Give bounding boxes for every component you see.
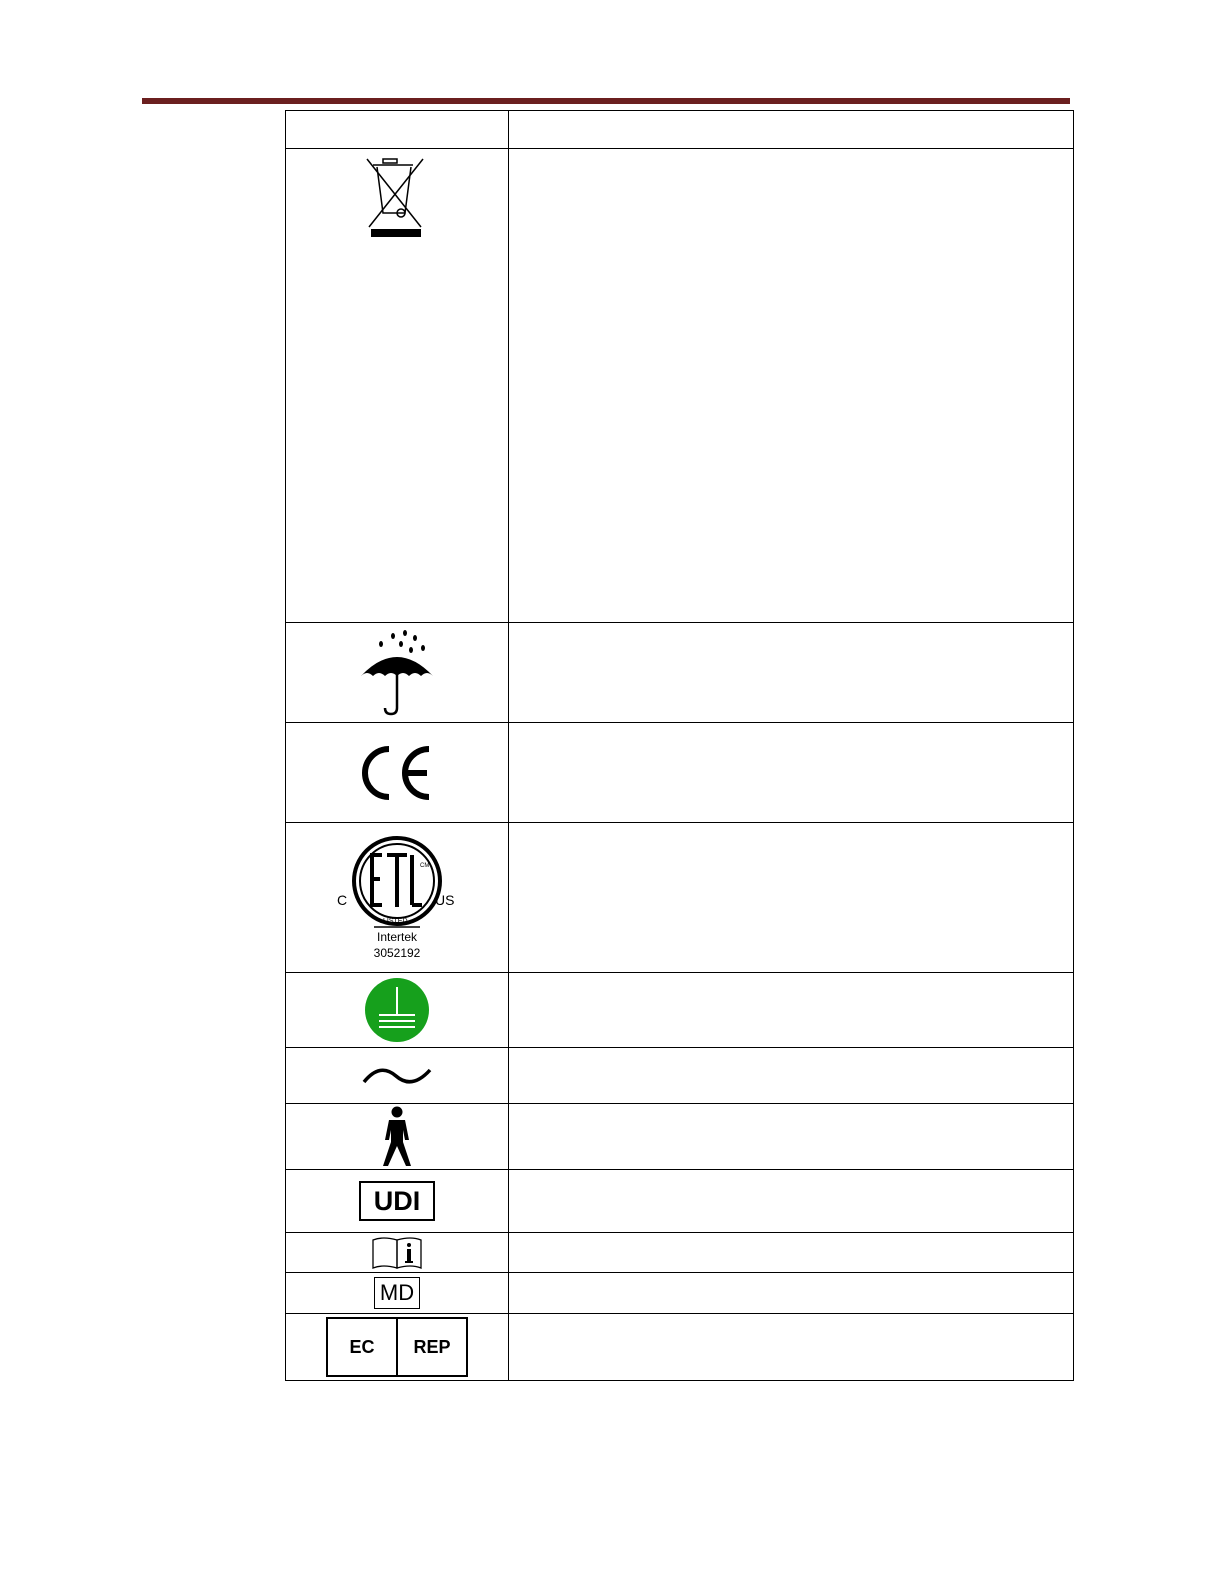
symbol-cell <box>286 1170 509 1233</box>
ec-rep-right: REP <box>413 1337 451 1357</box>
etl-number: 3052192 <box>373 945 421 960</box>
ec-rep-left: EC <box>328 1319 398 1375</box>
protective-earth-icon <box>364 977 430 1043</box>
table-row <box>286 111 1074 149</box>
table-row <box>286 623 1074 723</box>
table-row <box>286 723 1074 823</box>
table-row <box>286 1170 1074 1233</box>
symbol-cell <box>286 1314 509 1381</box>
ec-rep-icon <box>326 1317 468 1377</box>
medical-device-icon <box>374 1277 420 1309</box>
description-cell <box>509 1170 1074 1233</box>
description-cell <box>509 723 1074 823</box>
udi-label: UDI <box>373 1186 421 1216</box>
description-cell <box>509 149 1074 623</box>
symbol-cell <box>286 149 509 623</box>
alternating-current-icon <box>362 1064 432 1088</box>
weee-crossed-bin-icon <box>357 155 437 243</box>
etl-brand: Intertek <box>376 929 418 944</box>
description-cell <box>509 973 1074 1048</box>
description-cell <box>509 623 1074 723</box>
keep-dry-umbrella-icon <box>357 628 437 718</box>
table-row <box>286 1314 1074 1381</box>
table-row <box>286 1048 1074 1104</box>
etl-cm-text: CM <box>420 862 430 869</box>
description-cell <box>509 823 1074 973</box>
header-cell-description <box>509 111 1074 149</box>
etl-left-letter: C <box>337 891 348 908</box>
md-label: MD <box>379 1280 415 1305</box>
description-cell <box>509 1273 1074 1314</box>
symbol-cell <box>286 623 509 723</box>
table-row <box>286 1233 1074 1273</box>
symbol-cell <box>286 723 509 823</box>
table-row <box>286 1104 1074 1170</box>
type-b-applied-part-icon <box>377 1106 417 1168</box>
header-cell-symbol <box>286 111 509 149</box>
udi-icon <box>359 1181 435 1221</box>
ce-mark-icon <box>357 743 437 803</box>
description-cell <box>509 1104 1074 1170</box>
symbol-cell <box>286 1273 509 1314</box>
etl-listed-mark <box>332 833 462 963</box>
symbol-cell <box>286 1104 509 1170</box>
header-rule <box>142 98 1070 104</box>
consult-instructions-icon <box>371 1236 423 1270</box>
table-row <box>286 973 1074 1048</box>
description-cell <box>509 1233 1074 1273</box>
table-row <box>286 149 1074 623</box>
etl-listed-text: LISTED <box>383 917 408 925</box>
symbol-cell <box>286 823 509 973</box>
description-cell <box>509 1048 1074 1104</box>
description-cell <box>509 1314 1074 1381</box>
symbol-cell <box>286 1233 509 1273</box>
table-row <box>286 823 1074 973</box>
symbol-cell <box>286 1048 509 1104</box>
table-row <box>286 1273 1074 1314</box>
etl-right-letters: US <box>435 891 455 908</box>
symbols-table <box>285 110 1074 1381</box>
symbol-cell <box>286 973 509 1048</box>
